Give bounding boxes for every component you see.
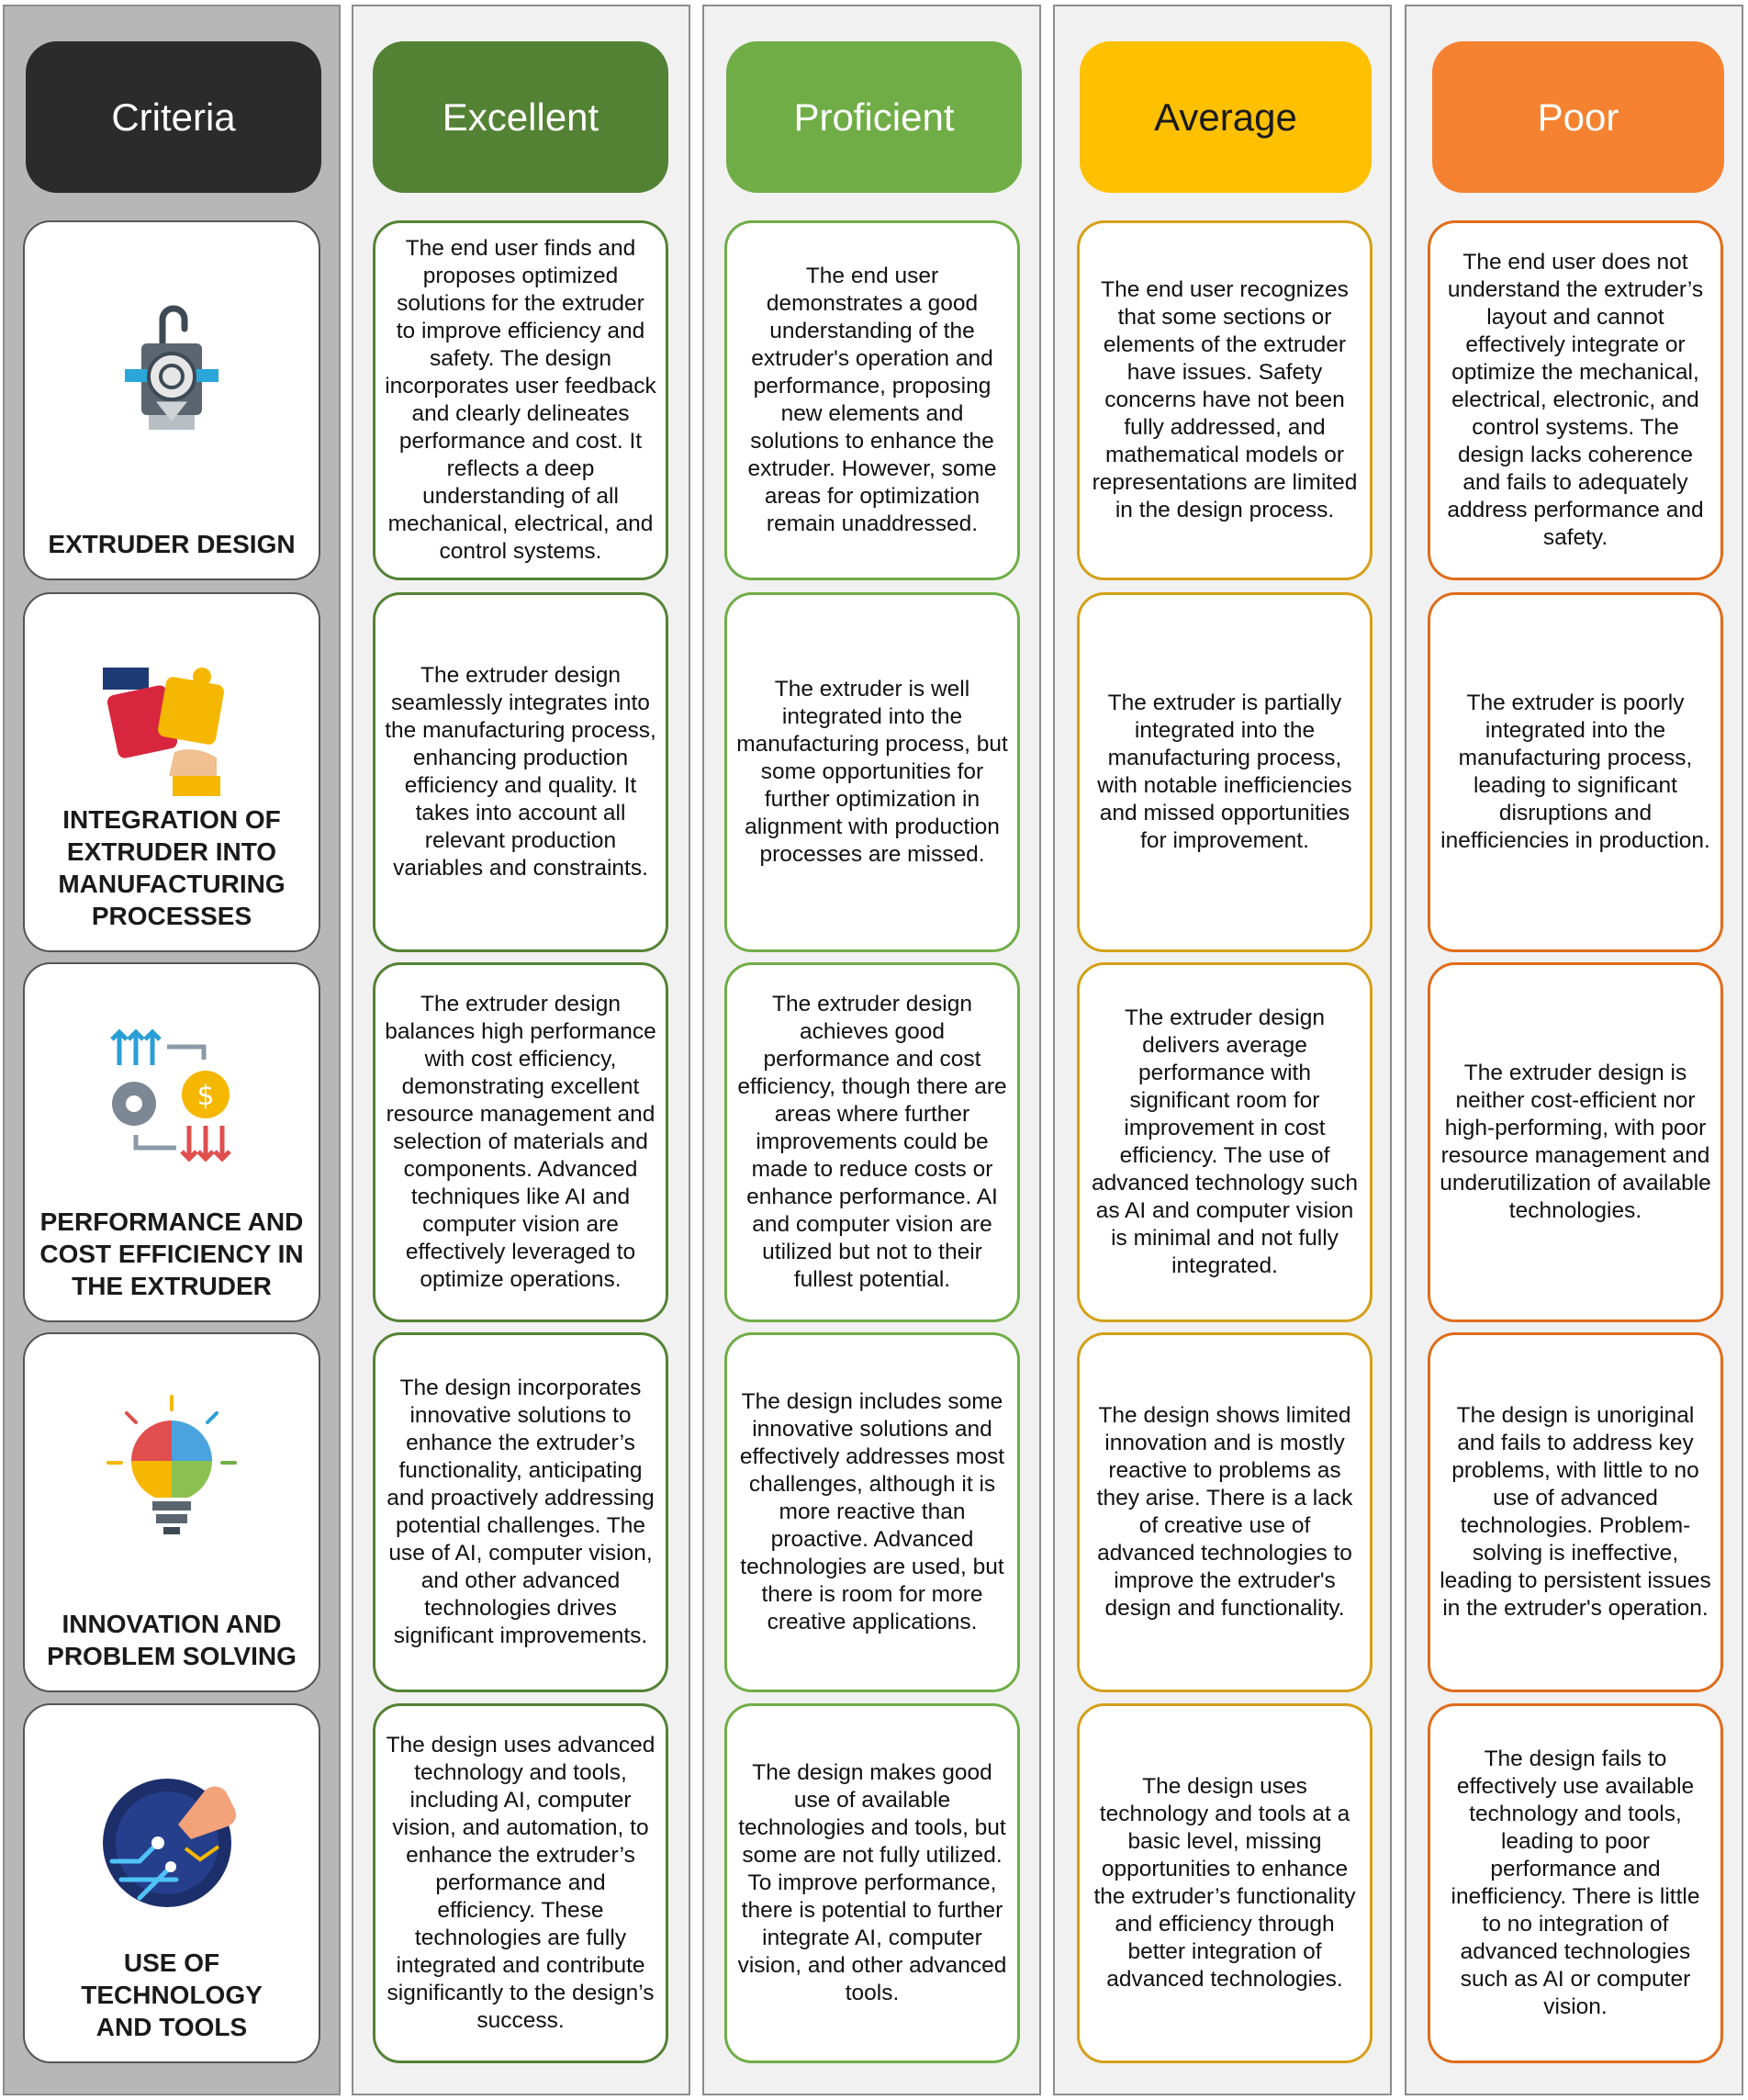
criterion-cell-extruder-design	[23, 220, 320, 580]
proficient-header: Proficient	[726, 41, 1022, 193]
average-cell: The end user recognizes that some sections or elements of the extruder have issues. Safety concerns have not been fully addressed, and mathematical models or representations are limited in the design process.	[1077, 220, 1373, 580]
proficient-cell: The design includes some innovative solutions and effectively addresses most challenges, although it is more reactive than proactive. Advanced technologies are used, but there is room for more creative applications.	[724, 1332, 1020, 1692]
average-cell: The design uses technology and tools at a basic level, missing opportunities to enhance the extruder’s functionality and efficiency through better integration of advanced technologies.	[1077, 1703, 1373, 2063]
average-cell: The extruder design delivers average performance with significant room for improvement in cost efficiency. The use of advanced technology such as AI and computer vision is minimal and not fully integrated.	[1077, 962, 1373, 1322]
poor-header: Poor	[1432, 41, 1724, 193]
proficient-cell: The extruder design achieves good performance and cost efficiency, though there are areas where further improvements could be made to reduce costs or enhance performance. AI and computer vision are utilized but not to their fullest potential.	[724, 962, 1020, 1322]
proficient-cell: The extruder is well integrated into the manufacturing process, but some opportunities for further optimization in alignment with production processes are missed.	[724, 592, 1020, 952]
excellent-cell: The extruder design balances high performance with cost efficiency, demonstrating excellent resource management and selection of materials and components. Advanced techniques like AI and computer vision are effectively leveraged to optimize operations.	[373, 962, 668, 1322]
proficient-cell: The design makes good use of available technologies and tools, but some are not fully utilized. To improve performance, there is potential to further integrate AI, computer vision, and other advanced tools.	[724, 1703, 1020, 2063]
gear-coin-icon	[94, 1019, 250, 1175]
criteria-header: Criteria	[26, 41, 321, 193]
puzzle-hands-icon	[94, 649, 250, 805]
poor-cell: The design is unoriginal and fails to address key problems, with little to no use of advanced technologies. Problem-solving is ineffective, leading to persistent issues in the extruder's operation.	[1428, 1332, 1723, 1692]
average-header: Average	[1080, 41, 1372, 193]
excellent-cell: The design incorporates innovative solutions to enhance the extruder’s functionality, anticipating and proactively addressing potential challenges. The use of AI, computer vision, and other advanced technologies drives significant improvements.	[373, 1332, 668, 1692]
lightbulb-puzzle-icon	[94, 1389, 250, 1545]
extruder-icon	[94, 277, 250, 433]
excellent-cell: The extruder design seamlessly integrates into the manufacturing process, enhancing production efficiency and quality. It takes into account all relevant production variables and constraints.	[373, 592, 668, 952]
criterion-cell-integration	[23, 592, 320, 952]
poor-cell: The end user does not understand the extruder’s layout and cannot effectively integrate or optimize the mechanical, electrical, electronic, and control systems. The design lacks coherence and fails to adequately address performance and safety.	[1428, 220, 1723, 580]
average-cell: The extruder is partially integrated into the manufacturing process, with notable inefficiencies and missed opportunities for improvement.	[1077, 592, 1373, 952]
criterion-cell-innovation	[23, 1332, 320, 1692]
svg-text:$: $	[196, 1080, 215, 1112]
excellent-header: Excellent	[373, 41, 668, 193]
criterion-cell-performance	[23, 962, 320, 1322]
circuit-hand-icon	[94, 1760, 250, 1916]
criterion-label: USE OF TECHNOLOGY AND TOOLS	[81, 1948, 263, 2041]
excellent-cell: The end user finds and proposes optimized solutions for the extruder to improve efficiency and safety. The design incorporates user feedback and clearly delineates performance and cost. It reflects a deep understanding of all mechanical, electrical, and control systems.	[373, 220, 668, 580]
average-cell: The design shows limited innovation and is mostly reactive to problems as they arise. There is a lack of creative use of advanced technologies to improve the extruder's design and functionality.	[1077, 1332, 1373, 1692]
poor-cell: The extruder design is neither cost-efficient nor high-performing, with poor resource management and underutilization of available technologies.	[1428, 962, 1723, 1322]
criterion-label: INTEGRATION OF EXTRUDER INTO MANUFACTURING PROCESSES	[58, 805, 286, 930]
criterion-label: INNOVATION AND PROBLEM SOLVING	[47, 1610, 297, 1670]
criterion-cell-technology	[23, 1703, 320, 2063]
poor-cell: The extruder is poorly integrated into the manufacturing process, leading to significant disruptions and inefficiencies in production.	[1428, 592, 1723, 952]
criterion-label: EXTRUDER DESIGN	[48, 530, 296, 558]
proficient-cell: The end user demonstrates a good understanding of the extruder's operation and performance, proposing new elements and solutions to enhance the extruder. However, some areas for optimization remain unaddressed.	[724, 220, 1020, 580]
excellent-cell: The design uses advanced technology and tools, including AI, computer vision, and automation, to enhance the extruder’s performance and efficiency. These technologies are fully integrated and contribute significantly to the design’s success.	[373, 1703, 668, 2063]
criterion-label: PERFORMANCE AND COST EFFICIENCY IN THE EXTRUDER	[39, 1207, 304, 1300]
poor-cell: The design fails to effectively use available technology and tools, leading to poor performance and inefficiency. There is little to no integration of advanced technologies such as AI or computer vision.	[1428, 1703, 1723, 2063]
